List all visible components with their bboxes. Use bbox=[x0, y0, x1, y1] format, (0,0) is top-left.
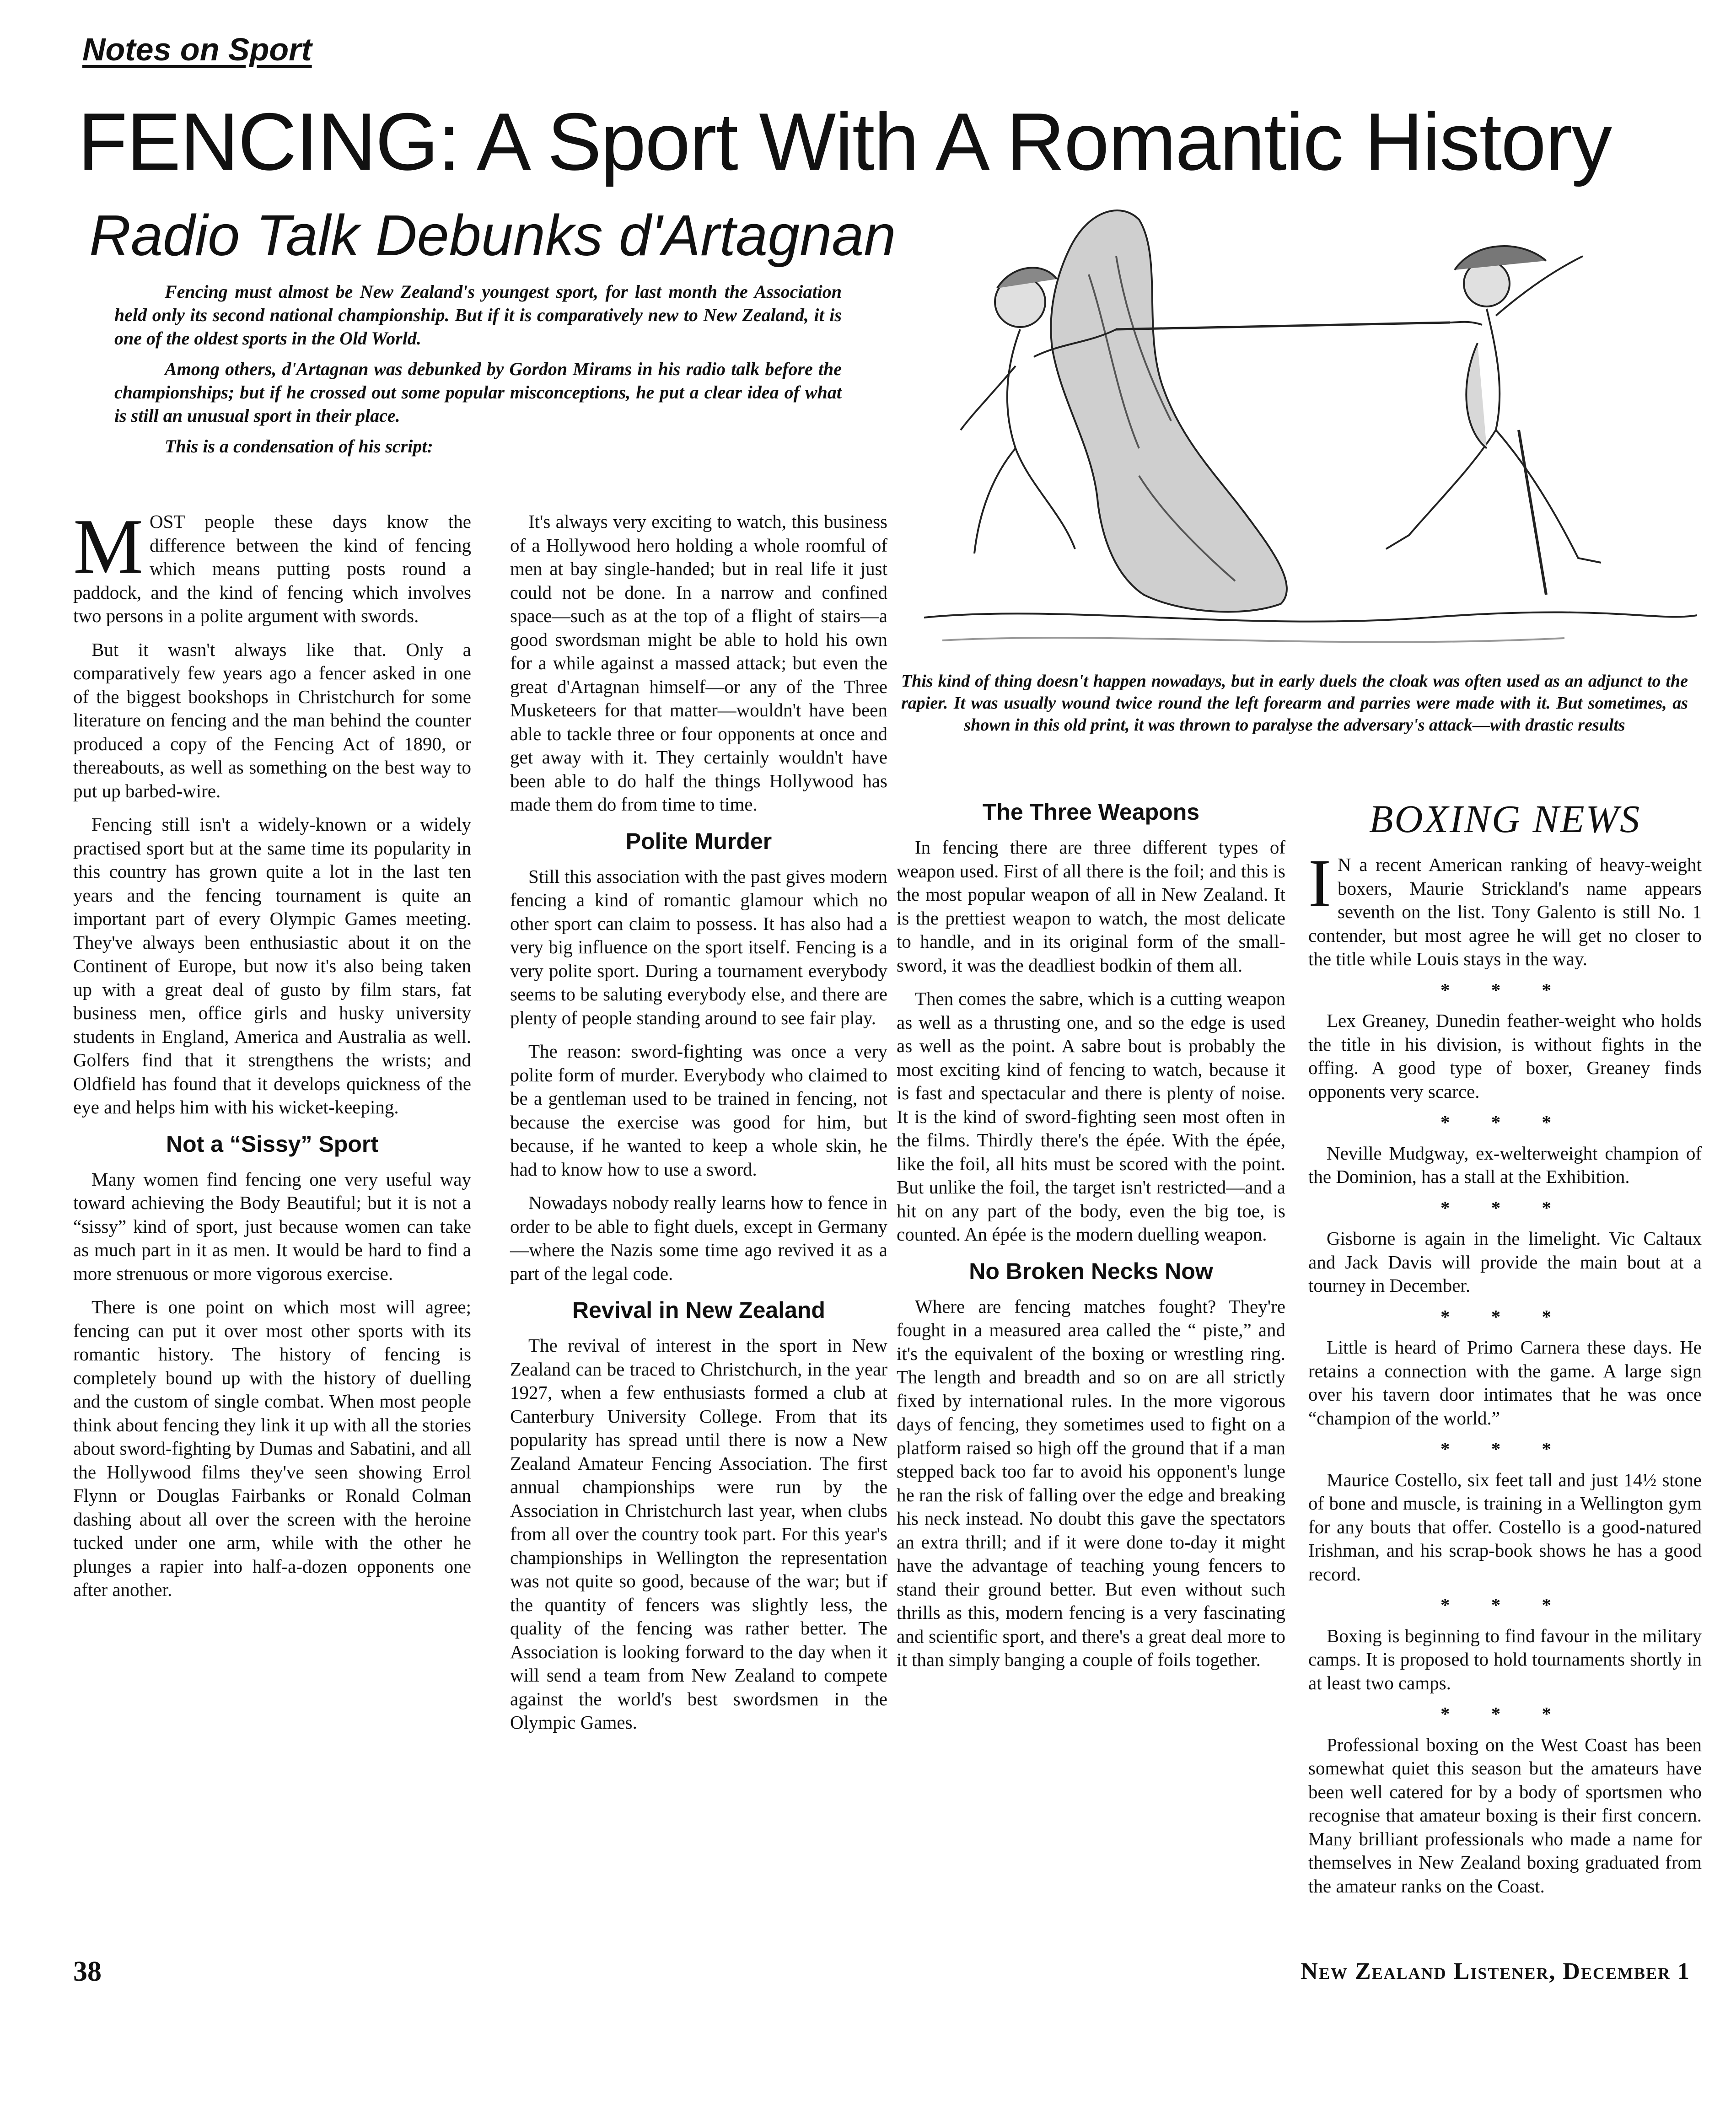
item-separator: * * * bbox=[1440, 1703, 1569, 1724]
intro-paragraph: This is a condensation of his script: bbox=[165, 436, 433, 457]
article-paragraph: Where are fencing matches fought? They're fought in a measured area called the “ piste,” and it's the equivalent of the boxing or wrestling ring. The length and breadth and so on are all strictly fixed by international rules. In the more vigorous days of fencing, they sometimes used to fight on a platform raised so high off the ground that if a man stepped back too far to avoid his opponent's lunge he ran the risk of falling over the edge and breaking his neck instead. No doubt this gave the spectators an extra thrill; and if it were done to-day it might have the advantage of teaching young fencers to stand their ground better. But even without such thrills as this, modern fencing is a very fascinating and scientific sport, and there's a great deal more to it than simply banging a couple of foils together. bbox=[897, 1295, 1285, 1670]
drop-cap: I bbox=[1308, 845, 1331, 921]
subheadline: Radio Talk Debunks d'Artagnan bbox=[89, 203, 896, 268]
article-paragraph: Still this association with the past gives modern fencing a kind of romantic glamour which no other sport can claim to possess. It has also had a very big influence on the sport itself. Fencing is a very polite sport. During a tournament everybody seems to be saluting everybody else, and there are plenty of people standing around to see fair play. bbox=[510, 865, 887, 1028]
article-paragraph: There is one point on which most will agree; fencing can put it over most other sports with its romantic history. The history of fencing is completely bound up with the history of duelling and the custom of single combat. When most people think about fencing they link it up with all the stories about sword-fighting by Dumas and Sabatini, and all the Hollywood films they've seen showing Errol Flynn or Douglas Fairbanks or Ronald Colman dashing about all over the screen with the heroine tucked under one arm, while with the other he plunges a rapier into half-a-dozen opponents one after another. bbox=[73, 1296, 471, 1600]
section-rubric: Notes on Sport bbox=[82, 32, 312, 67]
article-paragraph: In fencing there are three different types of weapon used. First of all there is the foil; and this is the most popular weapon of all in New Zealand. It is the prettiest weapon to watch, the most delicate to handle, and in its original form of the small-sword, it was the deadliest bodkin of them all. bbox=[897, 837, 1285, 976]
subheading-not-a-sissy-sport: Not a “Sissy” Sport bbox=[166, 1131, 378, 1157]
article-paragraph: Many women find fencing one very useful way toward achieving the Body Beautiful; but it is not a “sissy” kind of sport, just because women can take as much part in it as men. It would be hard to find a more strenuous or more vigorous exercise. bbox=[73, 1168, 471, 1284]
subheading-the-three-weapons: The Three Weapons bbox=[982, 799, 1200, 825]
illustration-caption: This kind of thing doesn't happen nowadays, but in early duels the cloak was often used as an adjunct to the rapier. It was usually wound twice round the left forearm and parries were made with it. But sometimes, as shown in this old print, it was thrown to paralyse the adversary's attack—with drastic results bbox=[901, 672, 1688, 735]
subheading-revival-in-new-zealand: Revival in New Zealand bbox=[572, 1297, 825, 1323]
item-separator: * * * bbox=[1440, 1197, 1569, 1218]
boxing-item: Neville Mudgway, ex-welterweight champion of the Dominion, has a stall at the Exhibition. bbox=[1308, 1142, 1702, 1187]
article-paragraph: Nowadays nobody really learns how to fence in order to be able to fight duels, except in Germany—where the Nazis some time ago revived it as a part of the legal code. bbox=[510, 1192, 887, 1284]
boxing-news-title: BOXING NEWS bbox=[1369, 797, 1641, 841]
item-separator: * * * bbox=[1440, 1438, 1569, 1459]
article-column-2 bbox=[510, 510, 887, 1745]
boxing-item: Gisborne is again in the limelight. Vic Caltaux and Jack Davis will provide the main bout at a tourney in December. bbox=[1308, 1228, 1702, 1296]
article-paragraph: It's always very exciting to watch, this business of a Hollywood hero holding a whole roomful of men at bay single-handed; but in real life it just could not be done. In a narrow and confined space—such as at the top of a flight of stairs—a good swordsman might be able to hold his own for a while against a massed attack; but even the great d'Artagnan himself—or any of the Three Musketeers for that matter—wouldn't have been able to tackle three or four opponents at once and get away with it. They certainly wouldn't have been able to do half the things Hollywood has made them do from time to time. bbox=[510, 511, 887, 815]
drop-cap: M bbox=[73, 503, 143, 590]
intro-paragraph: Fencing must almost be New Zealand's youngest sport, for last month the Association held only its second national championship. But if it is comparatively new to New Zealand, it is one of the oldest sports in the Old World. bbox=[114, 281, 842, 349]
boxing-item: Maurice Costello, six feet tall and just 14½ stone of bone and muscle, is training in a Wellington gym for any bouts that offer. Costello is a good-natured Irishman, and his scrap-book shows he has a good record. bbox=[1308, 1469, 1702, 1585]
item-separator: * * * bbox=[1440, 1594, 1569, 1615]
article-paragraph: OST people these days know the difference between the kind of fencing which means putting posts round a paddock, and the kind of fencing which involves two persons in a polite argument with swords. bbox=[73, 511, 471, 626]
article-paragraph: Then comes the sabre, which is a cutting weapon as well as a thrusting one, and so the edge is used as well as the point. A sabre bout is probably the most exciting kind of fencing to watch, because it is fast and spectacular and there is plenty of noise. It is the kind of sword-fighting seen most often in the films. Thirdly there's the épée. With the épée, like the foil, all hits must be scored with the point. But unlike the foil, the target isn't restricted—and a hit on any part of the body, even the big toe, is counted. An épée is the modern duelling weapon. bbox=[897, 988, 1285, 1245]
article-paragraph: Fencing still isn't a widely-known or a widely practised sport but at the same time its popularity in this country has grown quite a lot in the last ten years and the fencing tournament is quite an important part of every Olympic Games meeting. They've always been enthusiastic about it on the Continent of Europe, but now it's also being taken up with a great deal of gusto by film stars, fat business men, office girls and husky university students in England, America and Australia as well. Golfers find that it strengthens the wrists; and Oldfield has found that it develops quickness of the eye and helps him with his wicket-keeping. bbox=[73, 814, 471, 1118]
boxing-item: N a recent American ranking of heavy-weight boxers, Maurie Strickland's name appears seventh on the list. Tony Galento is still No. 1 contender, but most agree he will get no closer to the title while Louis stays in the way. bbox=[1308, 854, 1702, 969]
item-separator: * * * bbox=[1440, 979, 1569, 1000]
page-number: 38 bbox=[73, 1956, 102, 1987]
article-paragraph: The revival of interest in the sport in New Zealand can be traced to Christchurch, in the year 1927, when a few enthusiasts formed a club at Canterbury University College. From that its popularity has spread until there is now a New Zealand Amateur Fencing Association. The first annual championships were run by the Association in Christchurch last year, when clubs from all over the country took part. For this year's championships in Wellington the representation was not quite so good, because of the war; but if the quantity of fencers was slightly less, the quality of the fencing was rather better. The Association is looking forward to the day when it will send a team from New Zealand to compete against the world's best swordsmen in the Olympic Games. bbox=[510, 1335, 887, 1733]
publication-footer: New Zealand Listener, December 1 bbox=[1301, 1958, 1690, 1984]
intro-paragraph: Among others, d'Artagnan was debunked by Gordon Mirams in his radio talk before the championships; but if he crossed out some popular misconceptions, he put a clear idea of what is still an unusual sport in their place. bbox=[114, 359, 842, 426]
headline: FENCING: A Sport With A Romantic History bbox=[78, 96, 1612, 187]
subheading-polite-murder: Polite Murder bbox=[625, 828, 772, 854]
duel-illustration bbox=[924, 192, 1697, 666]
article-column-3 bbox=[897, 798, 1285, 1682]
article-paragraph: But it wasn't always like that. Only a comparatively few years ago a fencer asked in one of the biggest bookshops in Christchurch for some literature on fencing and the man behind the counter produced a copy of the Fencing Act of 1890, or thereabouts, as well as something on the best way to put up barbed-wire. bbox=[73, 639, 471, 801]
article-column-1 bbox=[73, 503, 471, 1612]
boxing-news-column bbox=[1308, 798, 1702, 1908]
article-paragraph: The reason: sword-fighting was once a very polite form of murder. Everybody who claimed to be a gentleman used to be trained in fencing, not because the exercise was good for him, but because, if he wanted to keep a whole skin, he had to know how to use a sword. bbox=[510, 1041, 887, 1180]
intro-standfirst bbox=[114, 280, 842, 465]
boxing-item: Professional boxing on the West Coast has been somewhat quiet this season but the amateurs have been well catered for by a body of sportsmen who recognise that amateur boxing is their first concern. Many brilliant professionals who made a name for themselves in New Zealand boxing graduated from the amateur ranks on the Coast. bbox=[1308, 1734, 1702, 1897]
boxing-item: Boxing is beginning to find favour in the military camps. It is proposed to hold tournaments shortly in at least two camps. bbox=[1308, 1625, 1702, 1693]
boxing-item: Lex Greaney, Dunedin feather-weight who holds the title in his division, is without fights in the offing. A good type of boxer, Greaney finds opponents very scarce. bbox=[1308, 1010, 1702, 1102]
item-separator: * * * bbox=[1440, 1306, 1569, 1327]
boxing-item: Little is heard of Primo Carnera these days. He retains a connection with the game. A large sign over his tavern door intimates that he was once “champion of the world.” bbox=[1308, 1337, 1702, 1429]
item-separator: * * * bbox=[1440, 1112, 1569, 1133]
subheading-no-broken-necks-now: No Broken Necks Now bbox=[969, 1258, 1213, 1284]
duel-print-image bbox=[924, 192, 1697, 666]
